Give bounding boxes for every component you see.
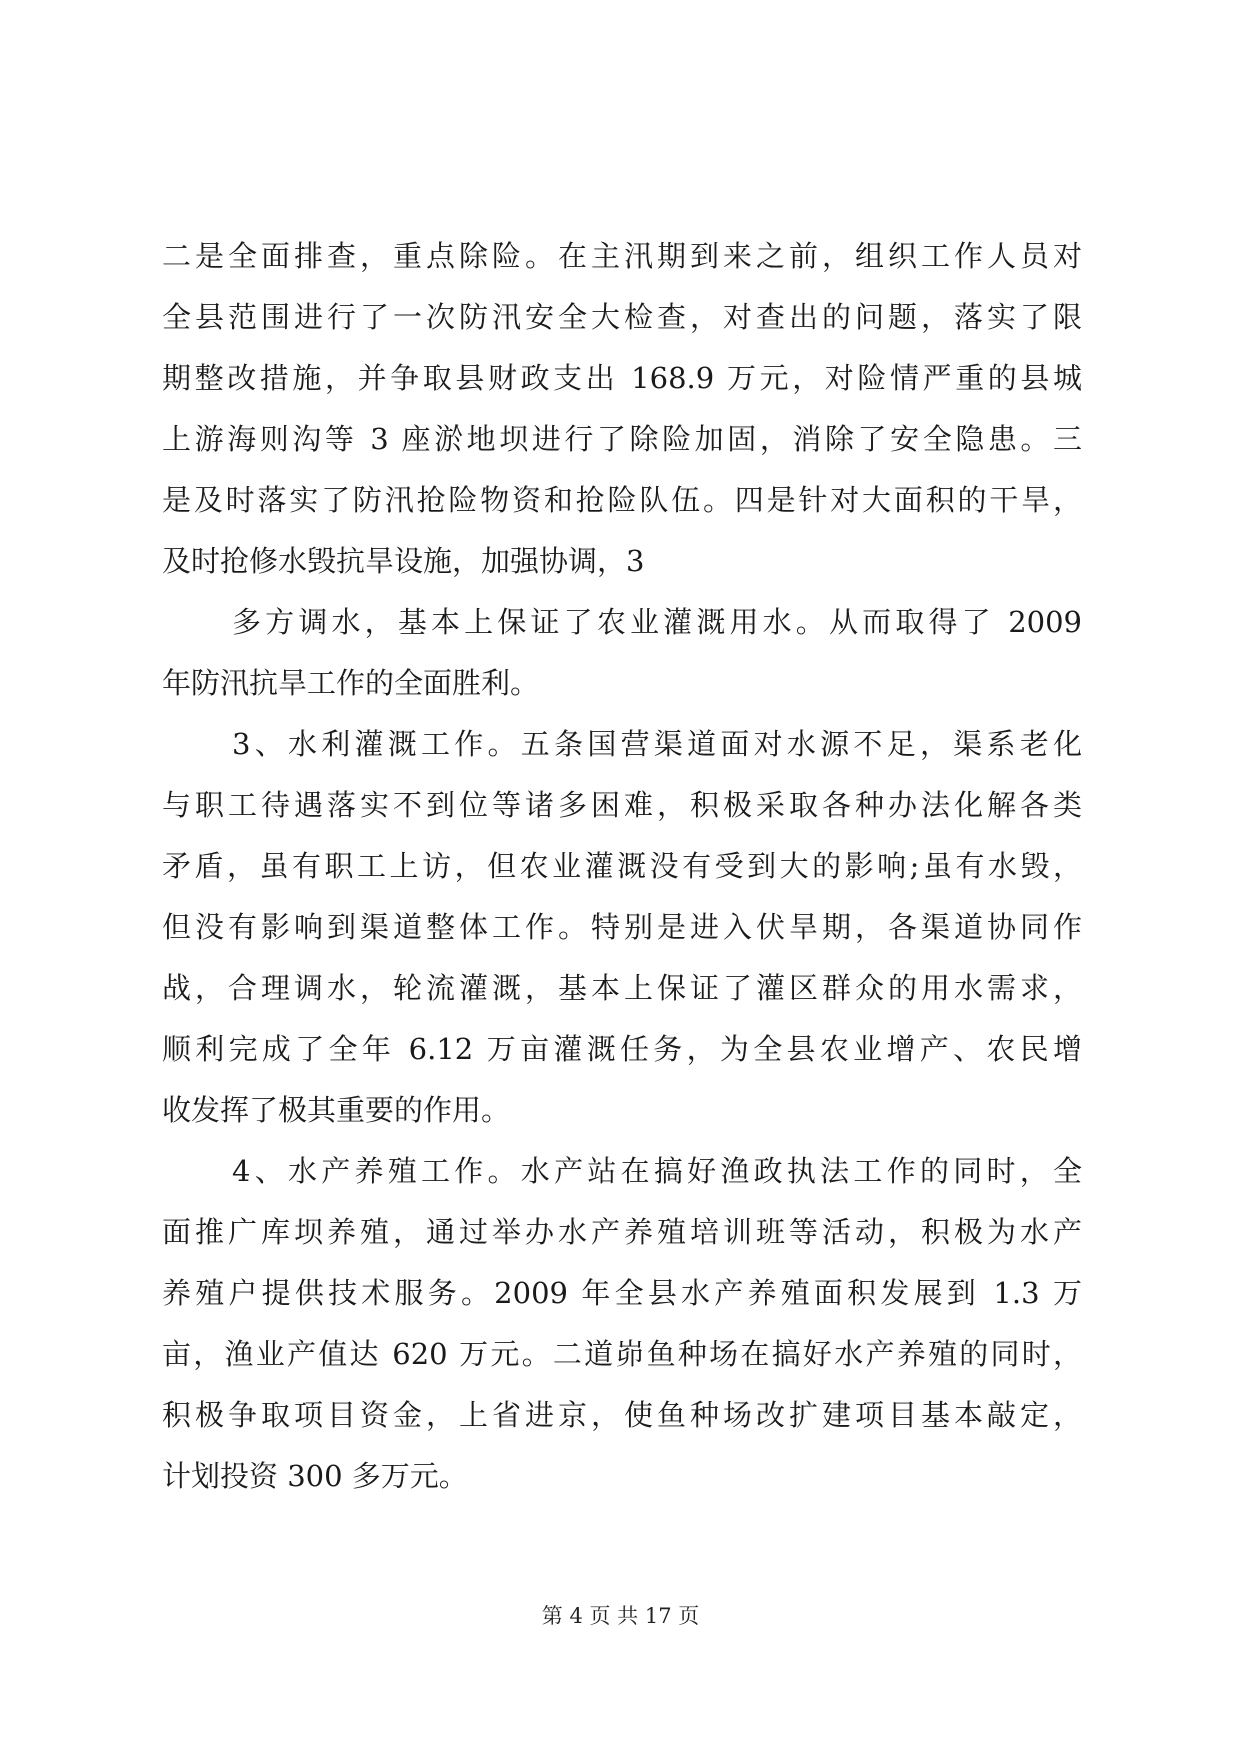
text-line: 多方调水，基本上保证了农业灌溉用水。从而取得了 2009 — [232, 605, 1082, 639]
text-line: 计划投资 300 多万元。 — [162, 1459, 468, 1493]
text-line: 是及时落实了防汛抢险物资和抢险队伍。四是针对大面积的干旱， — [162, 483, 1082, 517]
text-line: 二是全面排查，重点除险。在主汛期到来之前，组织工作人员对 — [162, 239, 1082, 273]
text-line: 矛盾，虽有职工上访，但农业灌溉没有受到大的影响;虽有水毁， — [162, 849, 1082, 883]
text-line: 但没有影响到渠道整体工作。特别是进入伏旱期，各渠道协同作 — [162, 910, 1082, 944]
text-line: 收发挥了极其重要的作用。 — [162, 1093, 511, 1127]
text-line: 4、水产养殖工作。水产站在搞好渔政执法工作的同时，全 — [232, 1154, 1082, 1188]
document-body — [162, 226, 1082, 1507]
text-line: 期整改措施，并争取县财政支出 168.9 万元，对险情严重的县城 — [162, 361, 1082, 395]
text-line: 及时抢修水毁抗旱设施，加强协调，3 — [162, 544, 645, 578]
text-line: 亩，渔业产值达 620 万元。二道峁鱼种场在搞好水产养殖的同时， — [162, 1337, 1082, 1371]
text-line: 面推广库坝养殖，通过举办水产养殖培训班等活动，积极为水产 — [162, 1215, 1082, 1249]
text-line: 年防汛抗旱工作的全面胜利。 — [162, 666, 540, 700]
text-line: 上游海则沟等 3 座淤地坝进行了除险加固，消除了安全隐患。三 — [162, 422, 1082, 456]
text-line: 与职工待遇落实不到位等诸多困难，积极采取各种办法化解各类 — [162, 788, 1082, 822]
text-line: 养殖户提供技术服务。2009 年全县水产养殖面积发展到 1.3 万 — [162, 1276, 1082, 1310]
text-line: 战，合理调水，轮流灌溉，基本上保证了灌区群众的用水需求， — [162, 971, 1082, 1005]
text-line: 积极争取项目资金，上省进京，使鱼种场改扩建项目基本敲定， — [162, 1398, 1082, 1432]
text-line: 全县范围进行了一次防汛安全大检查，对查出的问题，落实了限 — [162, 300, 1082, 334]
page-number: 第 4 页 共 17 页 — [541, 1604, 700, 1628]
text-line: 顺利完成了全年 6.12 万亩灌溉任务，为全县农业增产、农民增 — [162, 1032, 1082, 1066]
page-footer — [0, 1601, 1241, 1631]
text-line: 3、水利灌溉工作。五条国营渠道面对水源不足，渠系老化 — [232, 727, 1082, 761]
